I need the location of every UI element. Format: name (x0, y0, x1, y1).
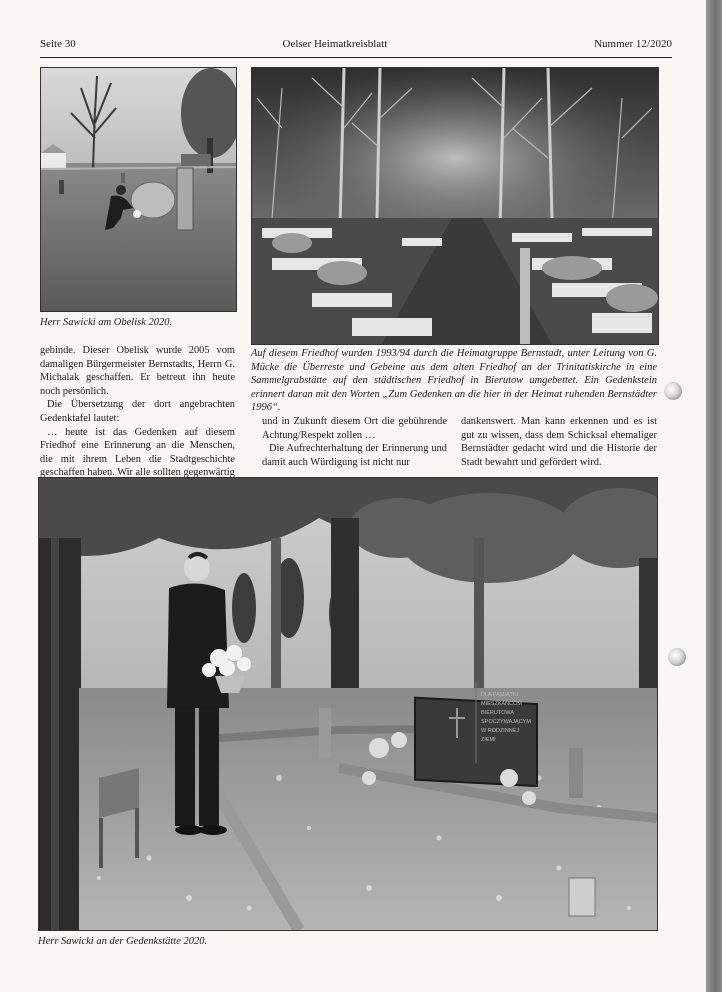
article-paragraph: gebinde. Dieser Obelisk wurde 2005 vom damaligen Bürgermeister Bernstadts, Herrn G. Michalak geschaffen. Er betreut ihn heute noch persönlich. (40, 345, 235, 397)
obelisk-photo-caption: Herr Sawicki am Obelisk 2020. (40, 317, 173, 328)
memorial-photo (38, 477, 658, 931)
article-paragraph: und in Zukunft diesem Ort die gebührende Achtung/Respekt zollen … (262, 416, 447, 441)
publication-title: Oelser Heimatkreisblatt (282, 38, 388, 50)
article-paragraph: Die Übersetzung der dort angebrachten Gedenktafel lautet: (40, 399, 235, 424)
issue-number: Nummer 12/2020 (594, 38, 672, 50)
memorial-photo-caption: Herr Sawicki an der Gedenkstätte 2020. (38, 936, 208, 947)
svg-text:DLA PAMIĄTKI MIESZKAŃC: DLA PAMIĄTKI MIESZKAŃCOM BIERUTOWA SPOCZYWAJĄCYM W RODZINNEJ ZIEMI (481, 692, 531, 743)
obelisk-photo (40, 67, 237, 312)
cemetery-photo (251, 67, 659, 345)
punch-hole (668, 648, 686, 666)
cemetery-photo-caption: Auf diesem Friedhof wurden 1993/94 durch die Heimatgruppe Bernstadt, unter Leitung von G. Mücke die Überreste und Gebeine aus dem alten Friedhof an der Trinitatiskirche in eine Sammelgrabstätte auf den städtischen Friedhof in Bierutow umgebettet. Ein Gedenkstein erinnert daran mit den Worten „Zum Gedenken an die hier in der Heimat ruhenden Bernstädter 1996“. (251, 348, 657, 413)
article-paragraph: … heute ist das Gedenken auf diesem Friedhof eine Erinnerung an die Menschen, die mit ihrem Leben die Stadtgeschichte geschaffen haben. Wir alle sollten gegenwärtig (40, 426, 235, 479)
article-column-2 (262, 415, 447, 469)
article-column-1 (40, 344, 235, 480)
page-number: Seite 30 (40, 38, 76, 50)
page-header (40, 38, 672, 58)
article-paragraph: Die Aufrechterhaltung der Erinnerung und damit auch Würdigung ist nicht nur (262, 443, 447, 468)
scanner-edge (706, 0, 722, 992)
punch-hole (664, 382, 682, 400)
article-paragraph: dankenswert. Man kann erkennen und es ist gut zu wissen, dass dem Schicksal ehemaliger Bernstädter gedacht wird und die Historie der Stadt bewahrt und gefördert wird. (461, 416, 657, 468)
article-column-3 (461, 415, 657, 469)
